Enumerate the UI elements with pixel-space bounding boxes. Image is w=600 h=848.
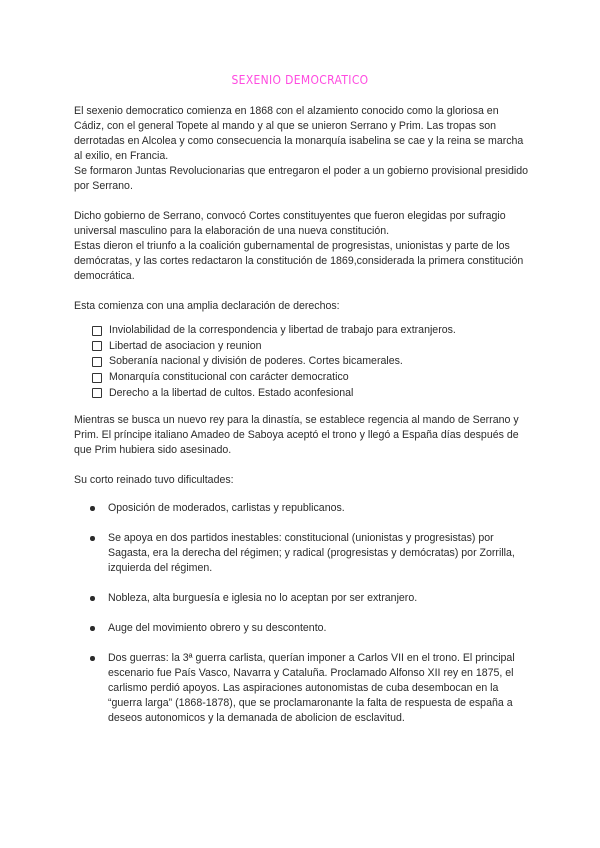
bullet-icon [90,626,95,631]
checklist-item [92,339,530,355]
paragraph-derechos-intro: Esta comienza con una amplia declaración de derechos: [74,300,340,312]
list-item-text: Auge del movimiento obrero y su descontento. [108,621,327,634]
list-item [90,621,530,636]
checklist-item-label: Inviolabilidad de la correspondencia y libertad de trabajo para extranjeros. [109,324,456,337]
page-title: SEXENIO DEMOCRATICO [231,72,369,87]
paragraph-cortes: Dicho gobierno de Serrano, convocó Cortes constituyentes que fueron elegidas por sufragio universal masculino para la elaboración de una nueva constitución. [74,210,506,237]
paragraph-constitucion: Estas dieron el triunfo a la coalición gubernamental de progresistas, unionistas y parte de los demócratas, y las cortes redactaron la constitución de 1869,considerada la primera constitución democrática. [74,240,524,282]
list-item [90,501,530,516]
checklist-item-label: Libertad de asociacion y reunion [109,339,262,352]
paragraph-intro: El sexenio democratico comienza en 1868 con el alzamiento conocido como la gloriosa en Cádiz, con el general Topete al mando y al que se unieron Serrano y Prim. Las tropas son derrotadas en Alcolea y como consecuencia la monarquía isabelina se cae y la reina se marcha al exilio, en Francia. [74,105,524,162]
paragraph-amadeo: Mientras se busca un nuevo rey para la dinastía, se establece regencia al mando de Serrano y Prim. El príncipe italiano Amadeo de Saboya aceptó el trono y llegó a España días después de que Prim hubiera sido asesinado. [74,413,519,456]
checklist-item-label: Soberanía nacional y división de poderes. Cortes bicamerales. [109,355,403,368]
checkbox-icon[interactable] [92,373,102,383]
rights-checklist [74,323,530,401]
checklist-item [92,323,530,339]
document-body [74,104,530,726]
list-item [90,531,530,576]
bullet-icon [90,656,95,661]
bullet-icon [90,596,95,601]
checklist-item-label: Monarquía constitucional con carácter democratico [109,371,349,384]
checkbox-icon[interactable] [92,357,102,367]
list-item-text: Dos guerras: la 3ª guerra carlista, querían imponer a Carlos VII en el trono. El principal escenario fue País Vasco, Navarra y Cataluña. Proclamado Alfonso XII rey en 1875, el carlismo perdió apoyos. Las aspiraciones autonomistas de cuba desembocan en la “guerra larga” (1868-1878), que se proclamaronante la falta de respuesta de españa a deseos autonomicos y la demanada de abolicion de esclavitud. [108,651,515,724]
checkbox-icon[interactable] [92,388,102,398]
list-item-text: Oposición de moderados, carlistas y republicanos. [108,501,345,514]
paragraph-juntas: Se formaron Juntas Revolucionarias que entregaron el poder a un gobierno provisional presidido por Serrano. [74,165,529,192]
checklist-item [92,385,530,401]
paragraph-dificultades: Su corto reinado tuvo dificultades: [74,473,234,486]
checklist-item-label: Derecho a la libertad de cultos. Estado aconfesional [109,386,354,399]
checklist-item [92,354,530,370]
bullet-icon [90,506,95,511]
list-item [90,591,530,606]
bullet-icon [90,536,95,541]
difficulties-list [74,501,530,726]
checklist-item [92,370,530,386]
checkbox-icon[interactable] [92,341,102,351]
list-item [90,651,530,726]
checkbox-icon[interactable] [92,326,102,336]
list-item-text: Se apoya en dos partidos inestables: constitucional (unionistas y progresistas) por Sagasta, era la derecha del régimen; y radical (progresistas y demócratas) por Zorrilla, izquierda del régimen. [108,531,515,574]
list-item-text: Nobleza, alta burguesía e iglesia no lo aceptan por ser extranjero. [108,591,418,604]
